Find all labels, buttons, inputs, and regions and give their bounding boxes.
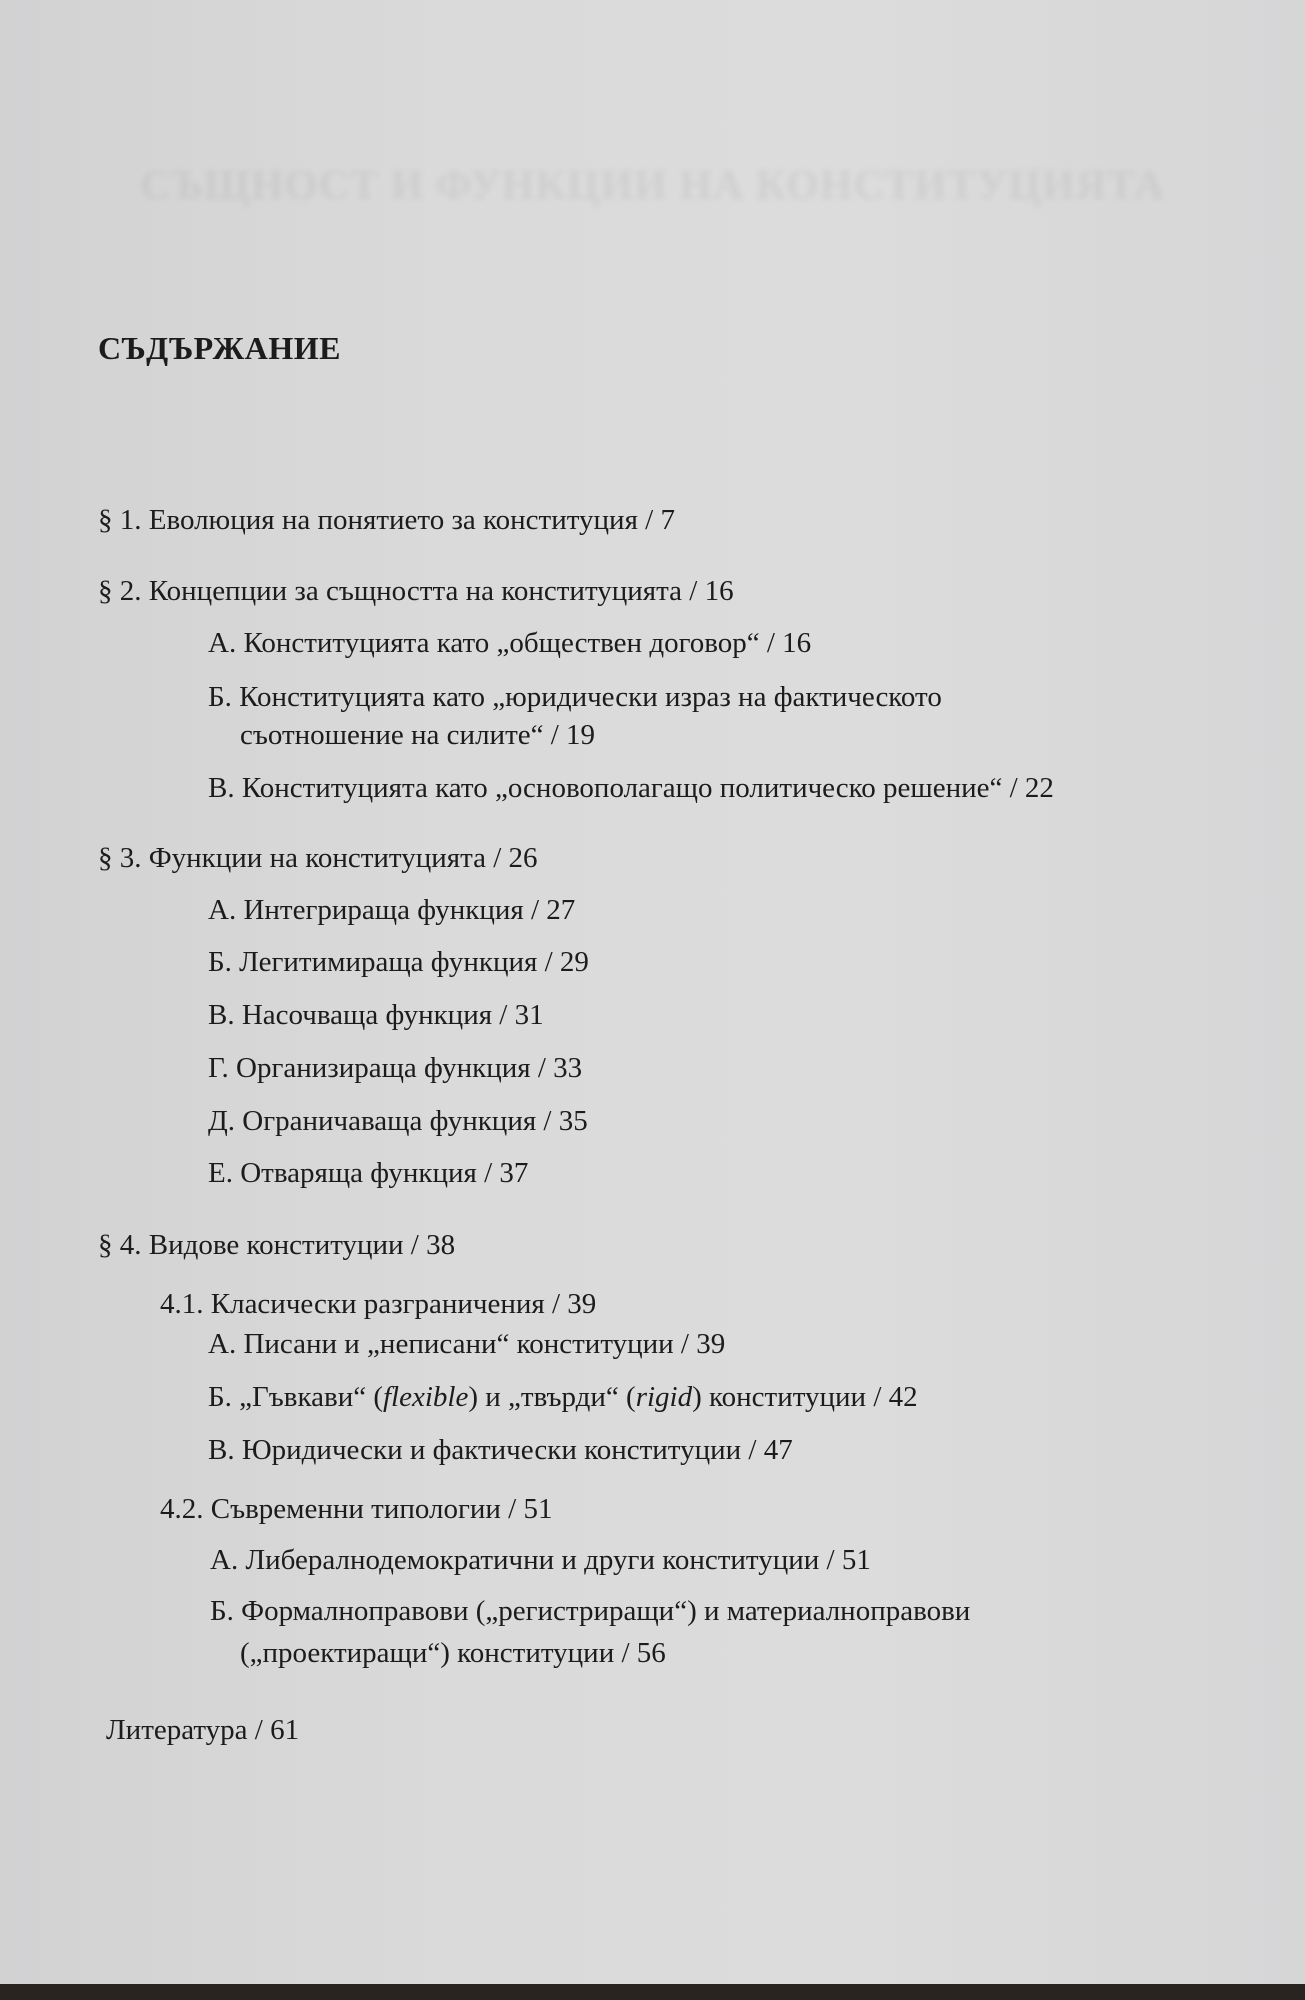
toc-entry-s2: § 2. Концепции за същността на конституцията / 16 — [98, 575, 734, 607]
toc-entry-s42b-cont: („проектиращи“) конституции / 56 — [240, 1637, 666, 1669]
show-through-text: СЪЩНОСТ И ФУНКЦИИ НА КОНСТИТУЦИЯТА — [140, 163, 1166, 209]
toc-entry-s42a: А. Либералнодемократични и други конституции / 51 — [210, 1544, 871, 1576]
toc-entry-s2b-cont: съотношение на силите“ / 19 — [240, 719, 596, 751]
toc-entry-s42: 4.2. Съвременни типологии / 51 — [160, 1493, 553, 1525]
page-title: СЪДЪРЖАНИЕ — [98, 330, 341, 366]
toc-entry-s3e: Е. Отваряща функция / 37 — [208, 1157, 529, 1189]
toc-entry-s3v: В. Насочваща функция / 31 — [208, 999, 544, 1031]
toc-entry-literature: Литература / 61 — [106, 1714, 300, 1746]
toc-entry-s3: § 3. Функции на конституцията / 26 — [98, 842, 538, 874]
toc-entry-s41b-text-1: Б. „Гъвкави“ ( — [208, 1381, 383, 1413]
toc-entry-s41: 4.1. Класически разграничения / 39 — [160, 1288, 597, 1320]
toc-entry-s41a: А. Писани и „неписани“ конституции / 39 — [208, 1328, 726, 1360]
toc-entry-s41b-italic-2: rigid — [635, 1381, 693, 1413]
toc-entry-s3g: Г. Организираща функция / 33 — [208, 1052, 583, 1084]
toc-entry-s4: § 4. Видове конституции / 38 — [98, 1229, 456, 1261]
toc-entry-s41b-text-2: ) и „твърди“ ( — [468, 1381, 636, 1413]
toc-entry-s2b: Б. Конституцията като „юридически израз на фактическото — [208, 681, 942, 713]
toc-entry-s2v: В. Конституцията като „основополагащо политическо решение“ / 22 — [208, 772, 1054, 804]
toc-entry-s1: § 1. Еволюция на понятието за конституция / 7 — [98, 504, 675, 536]
toc-entry-s41v: В. Юридически и фактически конституции / 47 — [208, 1434, 793, 1466]
toc-entry-s3d: Д. Ограничаваща функция / 35 — [208, 1105, 588, 1137]
toc-entry-s2a: А. Конституцията като „обществен договор“ / 16 — [208, 627, 812, 659]
toc-entry-s42b: Б. Формалноправови („регистриращи“) и материалноправови — [210, 1595, 971, 1627]
toc-entry-s3b: Б. Легитимираща функция / 29 — [208, 946, 589, 978]
toc-entry-s3a: А. Интегрираща функция / 27 — [208, 894, 576, 926]
toc-entry-s41b — [208, 1378, 918, 1416]
toc-entry-s41b-text-3: ) конституции / 42 — [692, 1381, 918, 1413]
toc-entry-s41b-italic-1: flexible — [383, 1381, 469, 1413]
